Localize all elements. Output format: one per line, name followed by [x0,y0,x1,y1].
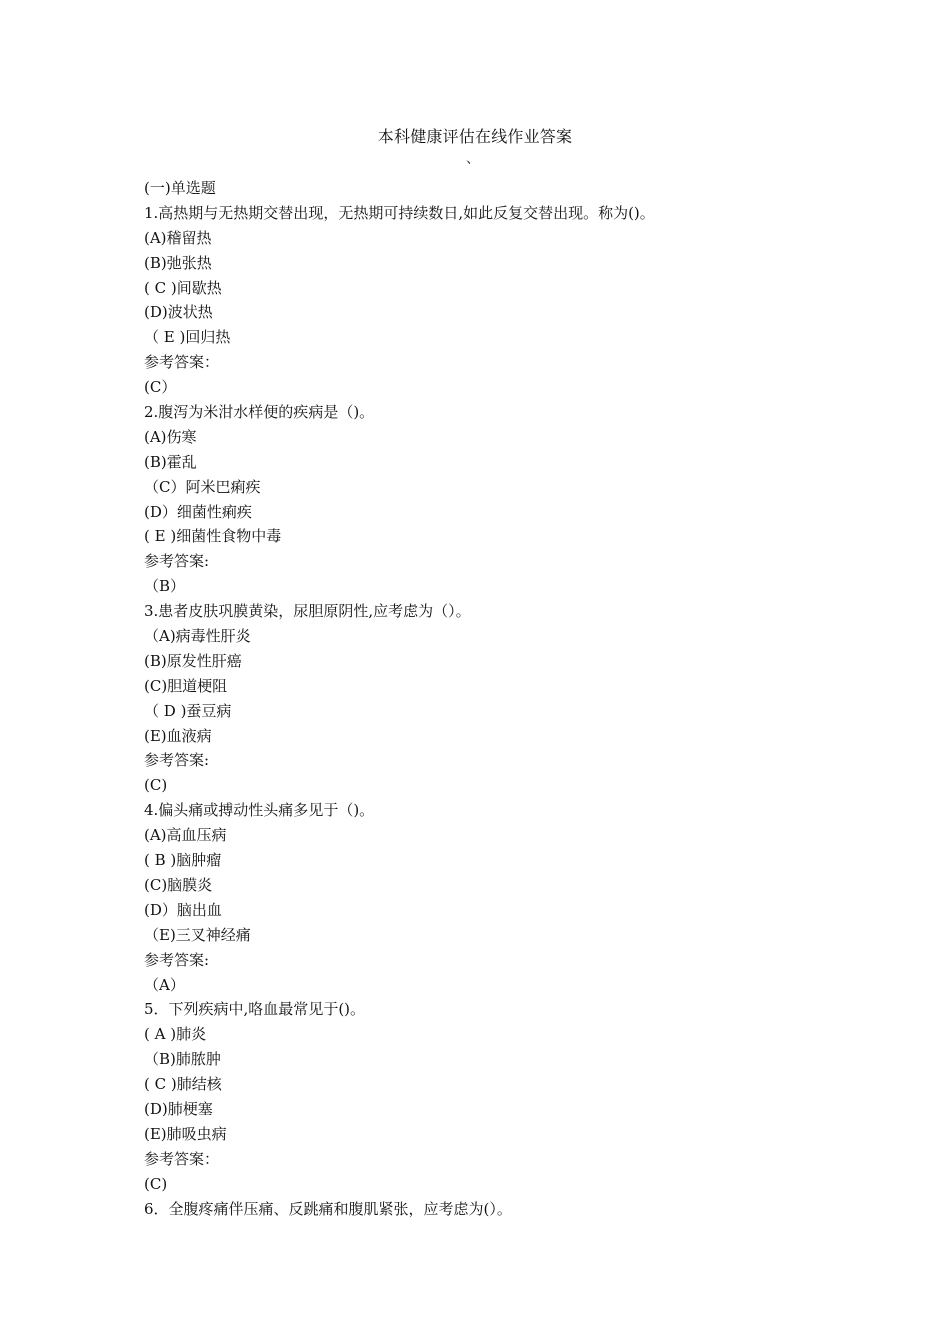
text-line: (B)原发性肝癌 [144,651,242,670]
text-line: （B） [144,577,186,596]
text-line: 参考答案: [144,552,210,571]
text-line: (C） [144,378,177,397]
document-title: 本科健康评估在线作业答案 [377,127,573,146]
text-line: (C) [144,1174,168,1193]
text-line: 1.高热期与无热期交替出现，无热期可持续数日,如此反复交替出现。称为()。 [144,203,655,222]
text-line: ( E )细菌性食物中毒 [144,527,282,546]
title-mark: 、 [466,151,480,167]
text-line: (一)单选题 [144,179,216,197]
text-line: ( B )脑肿瘤 [144,851,222,870]
text-line: 3.患者皮肤巩膜黄染，尿胆原阴性,应考虑为（）。 [144,602,471,621]
text-line: （ D )蚕豆病 [144,701,232,720]
text-line: ( A )肺炎 [144,1025,207,1044]
text-line: (A)高血压病 [144,826,227,845]
text-line: 参考答案: [144,751,210,770]
text-line: (B)弛张热 [144,253,212,272]
text-line: 参考答案： [144,1149,220,1168]
text-line: (C)胆道梗阻 [144,676,228,695]
text-line: 5．下列疾病中,咯血最常见于()。 [144,1000,366,1019]
text-line: （C）阿米巴痢疾 [144,477,261,496]
text-line: ( C )间歇热 [144,278,222,297]
text-line: (C)脑膜炎 [144,875,213,894]
text-line: 6．全腹疼痛伴压痛、反跳痛和腹肌紧张，应考虑为(）。 [144,1199,512,1218]
text-line: 参考答案： [144,353,220,372]
text-line: (D)肺梗塞 [144,1099,213,1118]
text-line: (E)血液病 [144,726,212,745]
text-line: (D）细菌性痢疾 [144,502,252,521]
text-line: （A） [144,975,185,994]
text-line: (D)波状热 [144,303,213,322]
text-line: ( C )肺结核 [144,1075,222,1094]
text-line: （E)三叉神经痛 [144,925,251,944]
text-line: (D）脑出血 [144,900,222,919]
text-line: （A)病毒性肝炎 [144,627,251,646]
text-line: (B)霍乱 [144,452,197,471]
text-line: (E)肺吸虫病 [144,1124,227,1143]
text-line: （ E )回归热 [144,328,231,347]
document-body [144,176,844,1221]
text-line: (A)稽留热 [144,228,212,247]
text-line: 2.腹泻为米泔水样便的疾病是（)。 [144,403,375,422]
text-line: 参考答案: [144,950,210,969]
text-line: (A)伤寒 [144,427,197,446]
text-line: 4.偏头痛或搏动性头痛多见于（)。 [144,801,375,820]
text-line: (C) [144,776,168,795]
text-line: （B)肺脓肿 [144,1050,221,1069]
